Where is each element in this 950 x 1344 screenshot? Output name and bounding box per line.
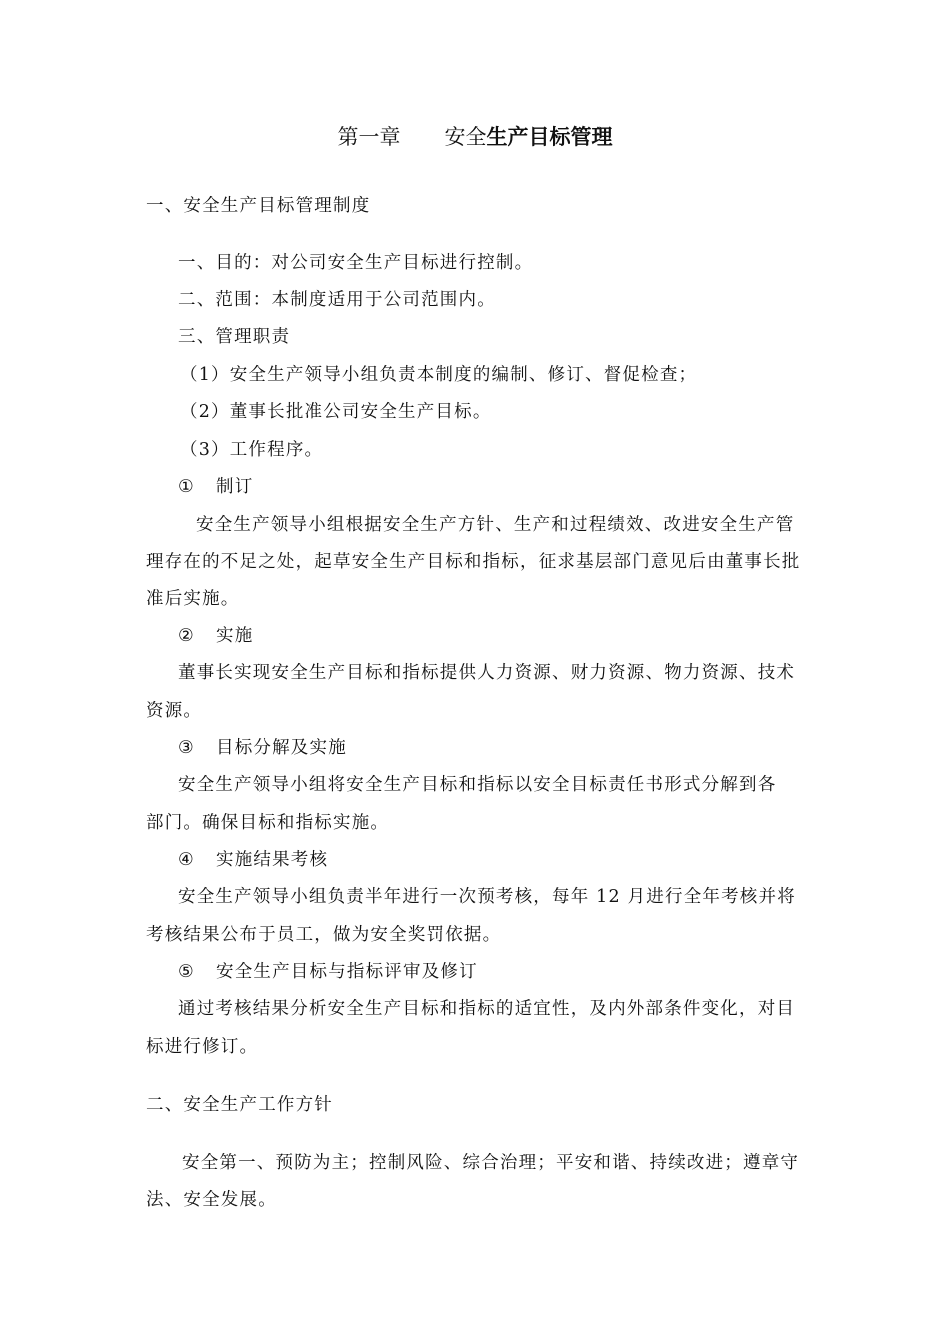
chapter-name-bold: 生产目标管理 [486,125,613,149]
step-text-line: 资源。 [146,701,203,721]
duty-item-3: （3）工作程序。 [180,440,324,460]
step-label: 安全生产目标与指标评审及修订 [216,962,478,982]
duties-heading: 三、管理职责 [178,327,291,347]
step-heading [178,737,347,759]
step-label: 实施 [216,626,254,646]
duty-item-1: （1）安全生产领导小组负责本制度的编制、修订、督促检查； [180,365,698,385]
step-text-line: 部门。确保目标和指标实施。 [146,813,390,833]
step-text-line: 安全生产领导小组根据安全生产方针、生产和过程绩效、改进安全生产管 [196,515,795,535]
step-text-line: 理存在的不足之处，起草安全生产目标和指标，征求基层部门意见后由董事长批 [146,552,801,572]
chapter-number: 第一章 [337,125,401,149]
step-text-line: 通过考核结果分析安全生产目标和指标的适宜性，及内外部条件变化，对目 [178,999,796,1019]
policy-text-line: 法、安全发展。 [146,1190,277,1210]
section-heading-2: 二、安全生产工作方针 [146,1095,333,1115]
step-text-line: 董事长实现安全生产目标和指标提供人力资源、财力资源、物力资源、技术 [178,663,796,683]
purpose-item: 一、目的：对公司安全生产目标进行控制。 [178,253,534,273]
step-heading [178,961,478,983]
step-text-line: 准后实施。 [146,589,240,609]
step-marker: ③ [178,738,195,758]
step-heading [178,849,328,871]
duty-item-2: （2）董事长批准公司安全生产目标。 [180,402,492,422]
step-heading [178,476,253,498]
scope-item: 二、范围：本制度适用于公司范围内。 [178,290,496,310]
step-marker: ② [178,626,195,646]
step-marker: ④ [178,850,195,870]
step-label: 制订 [216,477,254,497]
step-text-line: 考核结果公布于员工，做为安全奖罚依据。 [146,925,502,945]
step-marker: ① [178,477,195,497]
section-heading-1: 一、安全生产目标管理制度 [146,196,371,216]
step-text-line: 标进行修订。 [146,1037,259,1057]
step-label: 目标分解及实施 [216,738,347,758]
step-text-line: 安全生产领导小组负责半年进行一次预考核，每年 12 月进行全年考核并将 [178,887,796,907]
step-heading [178,625,253,647]
step-text-line: 安全生产领导小组将安全生产目标和指标以安全目标责任书形式分解到各 [178,775,777,795]
chapter-name-plain: 安全 [444,125,487,149]
step-marker: ⑤ [178,962,195,982]
step-label: 实施结果考核 [216,850,329,870]
page-title [0,124,950,150]
policy-text-line: 安全第一、预防为主；控制风险、综合治理；平安和谐、持续改进；遵章守 [182,1153,800,1173]
